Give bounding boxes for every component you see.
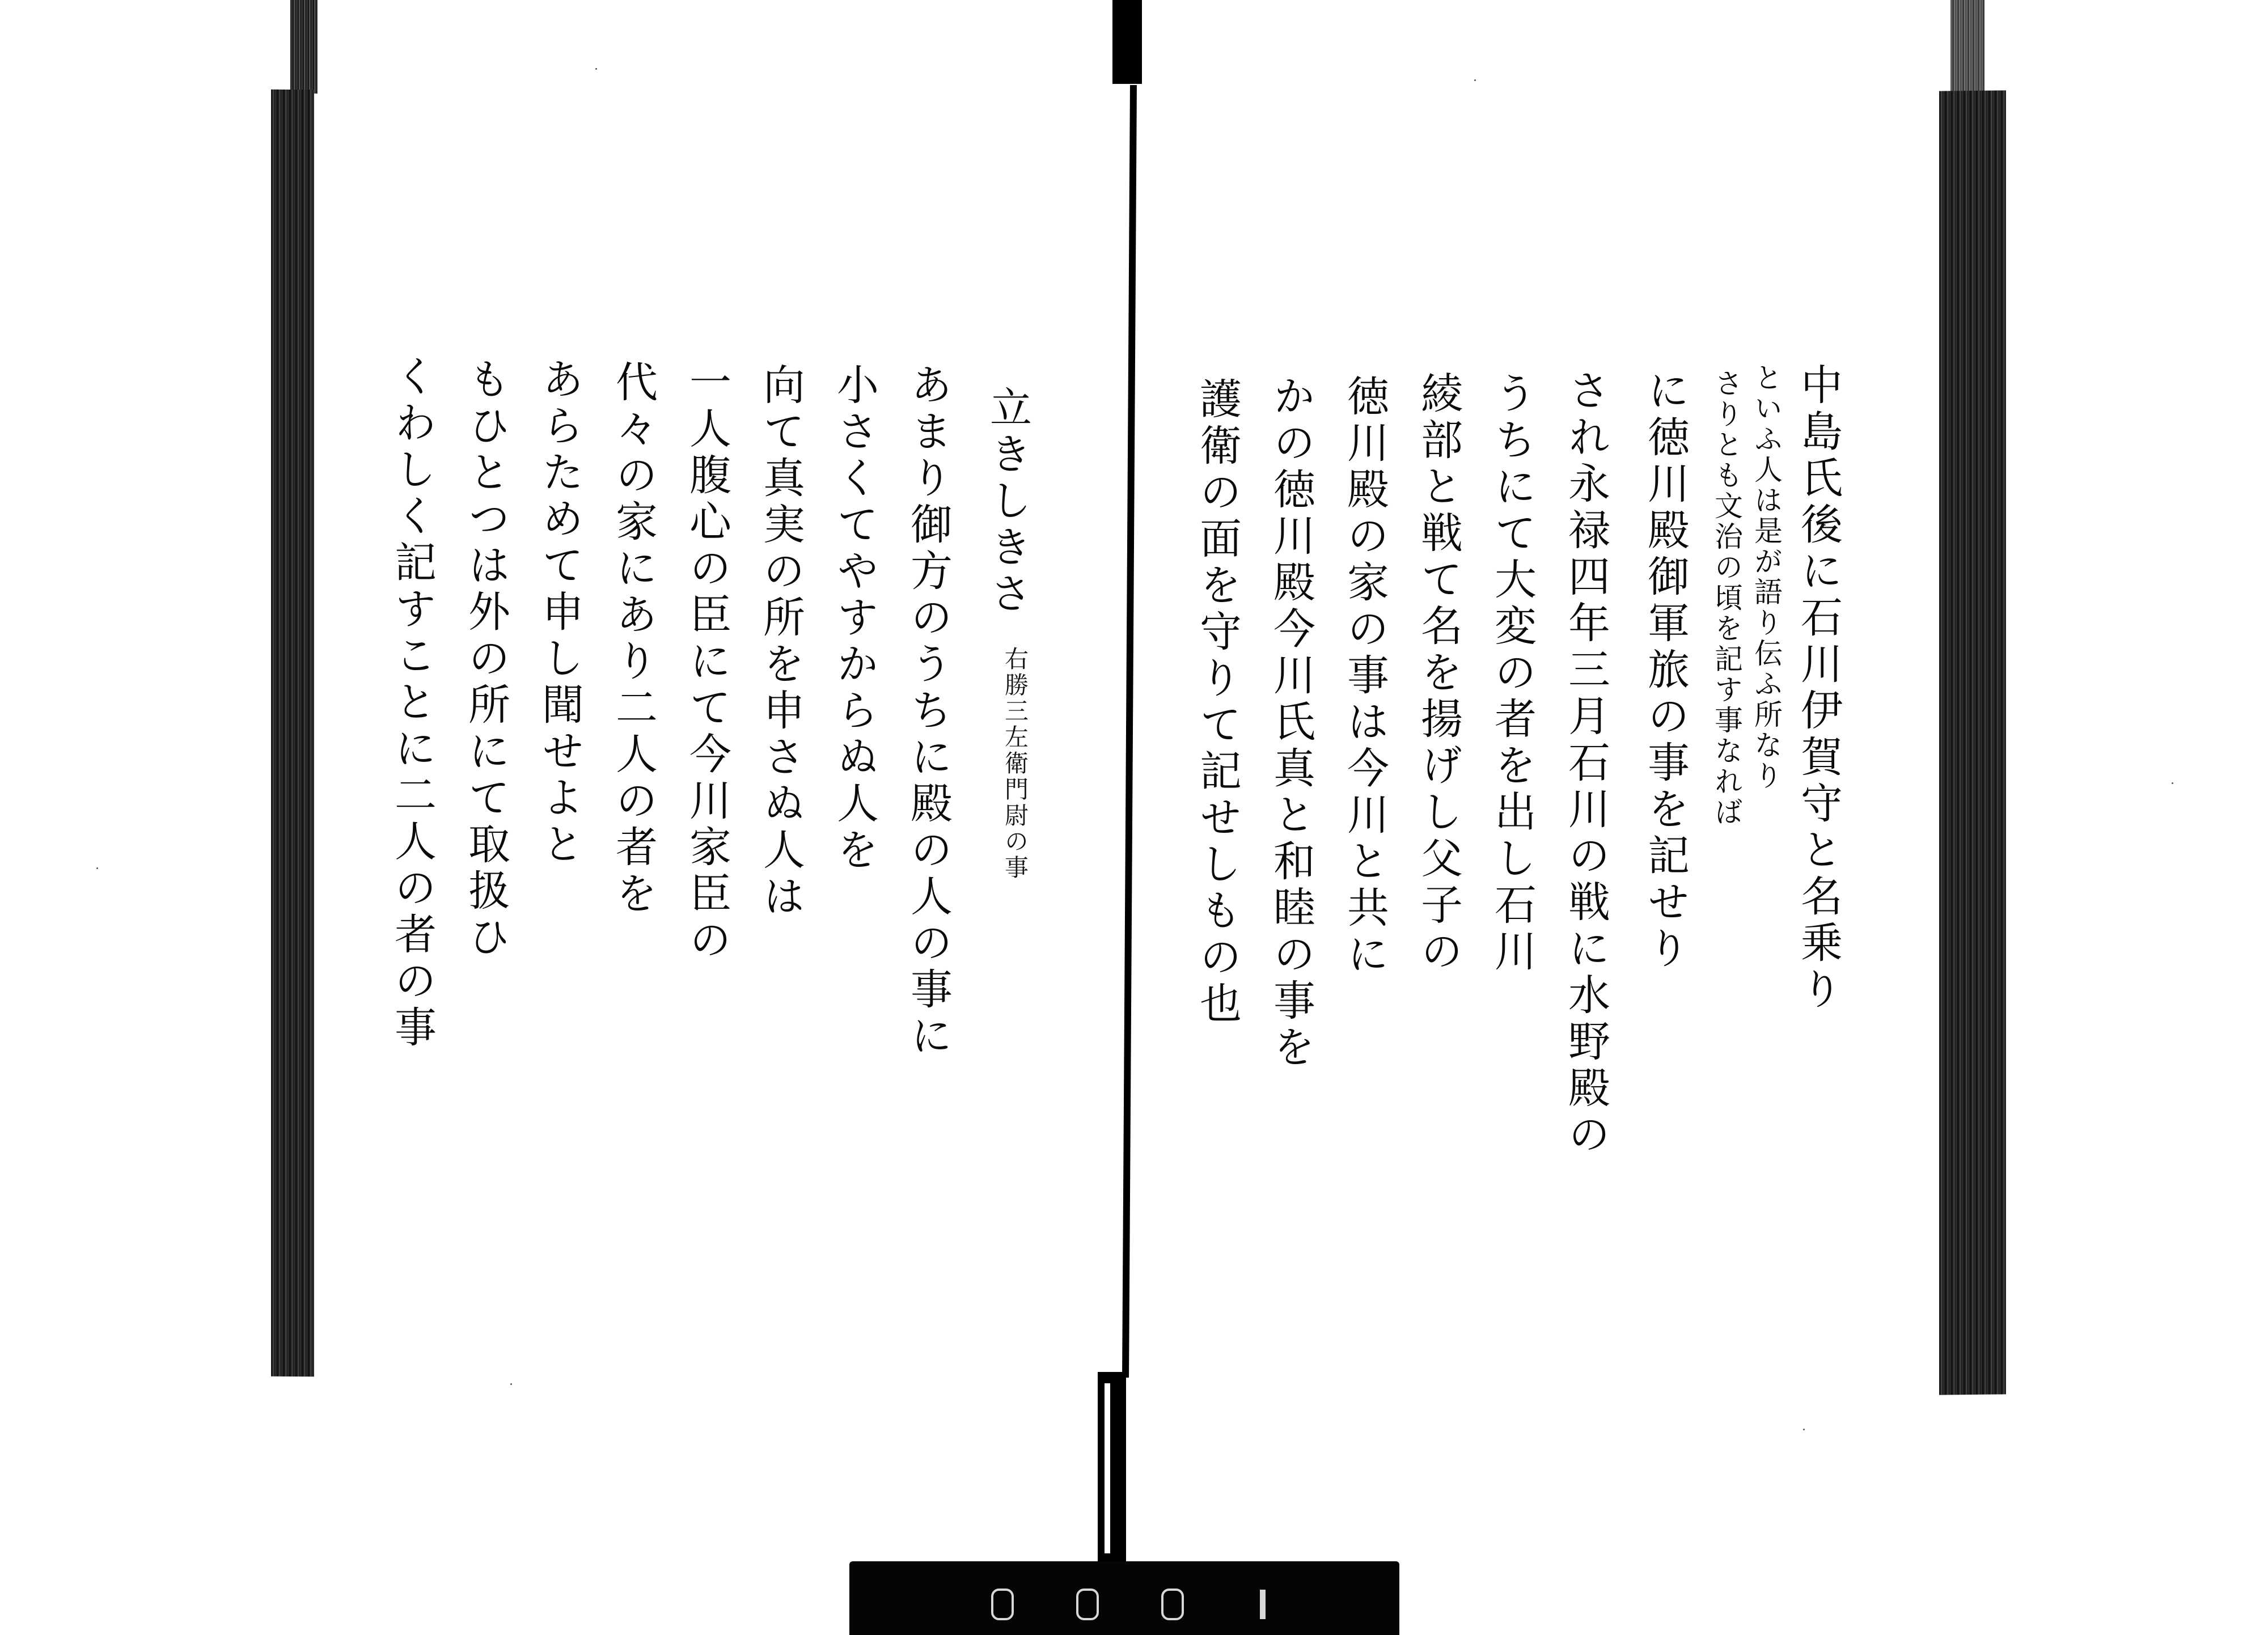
right-page-top-edge [1950,0,1984,94]
paper-speck [510,1383,512,1385]
gutter-binding-line [1122,85,1137,1378]
left-page-column-6: 代々の家にあり二人の者を [609,360,658,918]
right-page-column-7: 綾部と戦て名を揚げし父子の [1414,371,1463,976]
left-page-column-2: あまり御方のうちに殿の人の事に [904,363,953,1060]
catalog-plate [849,1561,1399,1635]
paper-speck [2172,782,2173,784]
right-page-column-10: 護衛の面を守りて記せしもの也 [1193,377,1242,1028]
left-page-column-5: 一人腹心の臣にて今川家臣の [683,360,731,964]
plate-digit-0 [991,1589,1014,1620]
right-page-column-2: といふ人は是が語り伝ふ所なり [1750,363,1783,791]
left-page-column-8: もひとつは外の所にて取扱ひ [462,357,510,961]
plate-digit-2 [1161,1589,1184,1620]
paper-speck [1803,1429,1805,1430]
left-page-interlinear-note: 右勝三左衛門尉の事 [1001,646,1029,881]
paper-speck [1474,79,1476,81]
left-page-fore-edge [271,90,314,1377]
right-page-column-4: に徳川殿御軍旅の事を記せり [1641,368,1690,973]
right-page-column-3: さりとも文治の頃を記す事なれば [1710,368,1743,828]
gutter-highlight [1105,1383,1110,1553]
left-page-column-3: 小さくてやすからぬ人を [830,363,879,874]
left-page-column-1: 立きしきさ [983,386,1032,618]
left-page-top-edge [290,0,318,94]
plate-digit-1 [1260,1590,1266,1619]
right-page-column-8: 徳川殿の家の事は今川と共に [1340,374,1389,979]
left-page-column-9: くわしく記すことに二人の者の事 [388,354,437,1052]
plate-digit-3 [1076,1589,1099,1620]
right-page-column-1: 中島氏後に石川伊賀守と名乗り [1794,363,1843,1014]
gutter-top-shadow [1112,0,1142,84]
paper-speck [96,867,98,869]
right-page-column-6: うちにて大変の者を出し石川 [1488,371,1537,976]
left-page-column-4: 向て真実の所を申さぬ人は [756,363,805,921]
right-page-fore-edge [1939,90,2006,1395]
catalog-plate-number [849,1561,864,1568]
gutter-bottom-shadow [1098,1372,1126,1565]
right-page-column-9: かの徳川殿今川氏真と和睦の事を [1267,374,1315,1071]
left-page-column-7: あらためて申し聞せよと [535,357,584,869]
right-page-column-5: され永禄四年三月石川の戦に水野殿の [1562,368,1610,1159]
paper-speck [595,68,597,70]
